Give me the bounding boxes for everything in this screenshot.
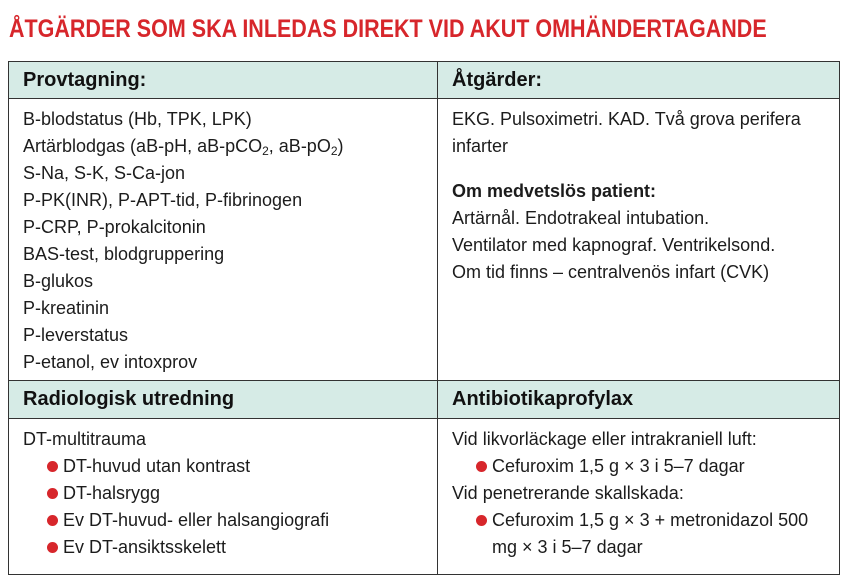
antibiotika-case: Vid likvorläckage eller intrakraniell luft: [452, 429, 757, 449]
list-item: Ev DT-ansiktsskelett [23, 534, 437, 561]
atgarder-header: Åtgärder: [438, 62, 839, 98]
list-item: BAS-test, blodgruppering [23, 244, 225, 264]
list-item: Cefuroxim 1,5 g × 3 + metronidazol 500 [452, 507, 839, 534]
list-item-continuation: mg × 3 i 5–7 dagar [492, 537, 643, 557]
header-divider-bottom [9, 418, 839, 419]
atgarder-line: Ventilator med kapnograf. Ventrikelsond. [452, 235, 776, 255]
antibiotika-header: Antibiotikaprofylax [438, 381, 839, 418]
bullet-icon [47, 515, 58, 526]
list-item: P-kreatinin [23, 298, 110, 318]
atgarder-list [438, 106, 839, 286]
atgarder-line: Om tid finns – centralvenös infart (CVK) [452, 262, 770, 282]
list-item: DT-halsrygg [23, 480, 437, 507]
provtagning-header: Provtagning: [9, 62, 437, 98]
provtagning-list [9, 106, 437, 376]
list-item: P-leverstatus [23, 325, 129, 345]
list-item: Ev DT-huvud- eller halsangiografi [23, 507, 437, 534]
list-item: Cefuroxim 1,5 g × 3 i 5–7 dagar [452, 453, 839, 480]
radiologi-list [9, 426, 437, 561]
info-table [8, 61, 840, 575]
list-item: P-PK(INR), P-APT-tid, P-fibrinogen [23, 190, 303, 210]
atgarder-line: infarter [452, 136, 509, 156]
antibiotika-list [438, 426, 839, 561]
atgarder-line: Artärnål. Endotrakeal intubation. [452, 208, 710, 228]
page-title: ÅTGÄRDER SOM SKA INLEDAS DIREKT VID AKUT OMHÄNDERTAGANDE [9, 15, 767, 43]
header-divider-top [9, 98, 839, 99]
list-item: DT-huvud utan kontrast [23, 453, 437, 480]
radiologi-intro: DT-multitrauma [23, 429, 147, 449]
list-item: Artärblodgas (aB-pH, aB-pCO$_2$, $aB-pO_2$) [23, 136, 344, 158]
bullet-icon [476, 461, 487, 472]
list-item: B-blodstatus (Hb, TPK, LPK) [23, 109, 252, 129]
list-item: S-Na, S-K, S-Ca-jon [23, 163, 186, 183]
bullet-icon [47, 488, 58, 499]
list-item: P-CRP, P-prokalcitonin [23, 217, 206, 237]
radiologi-header: Radiologisk utredning [9, 381, 437, 418]
atgarder-line: EKG. Pulsoximetri. KAD. Två grova perifera [452, 109, 801, 129]
bullet-icon [47, 461, 58, 472]
bullet-icon [476, 515, 487, 526]
atgarder-subheading: Om medvetslös patient: [452, 181, 657, 201]
bullet-icon [47, 542, 58, 553]
list-item: P-etanol, ev intoxprov [23, 352, 198, 372]
antibiotika-case: Vid penetrerande skallskada: [452, 483, 684, 503]
list-item: B-glukos [23, 271, 94, 291]
